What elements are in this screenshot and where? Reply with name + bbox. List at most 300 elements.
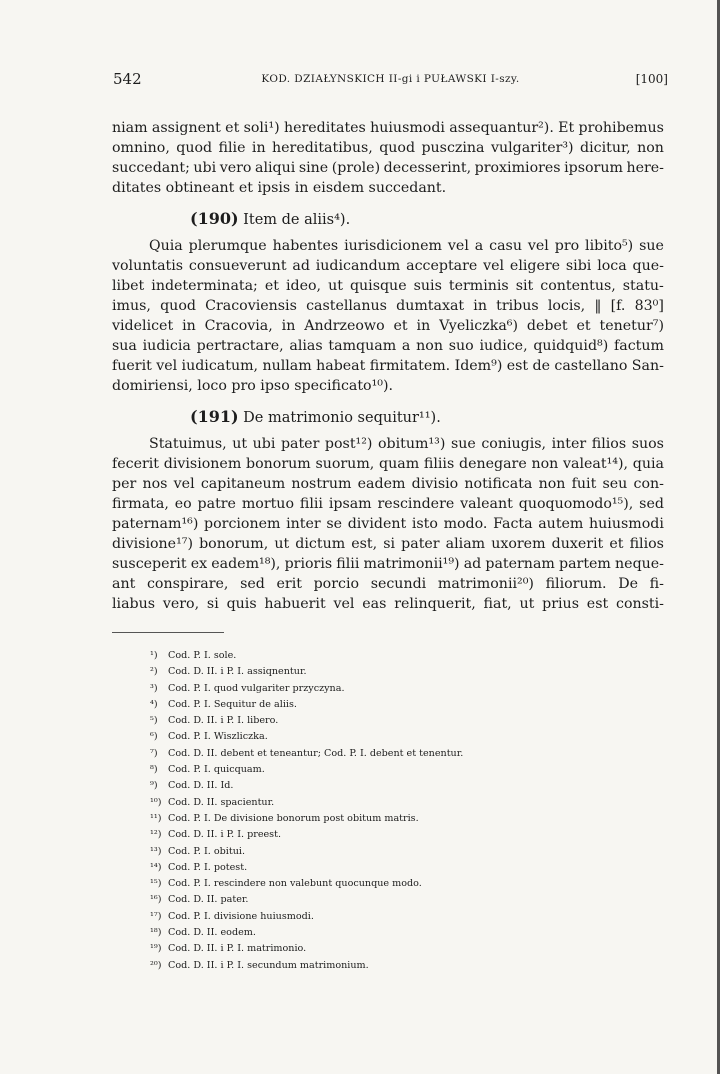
footnote-text: Cod. D. II. i P. I. assiqnentur.	[168, 666, 307, 678]
word: modo.	[443, 516, 488, 532]
word: sed	[240, 576, 265, 592]
word: Andrzeowo	[304, 318, 385, 334]
section-heading-191	[112, 396, 664, 434]
word: denegare	[458, 456, 527, 472]
word: suo	[448, 338, 474, 354]
word: vel	[333, 596, 355, 612]
word: statu-	[622, 278, 664, 294]
word: libito⁵)	[585, 238, 634, 254]
word: paternam	[485, 556, 555, 572]
footnote-text: Cod. P. I. obitui.	[168, 845, 245, 857]
word: San-	[631, 358, 664, 374]
text-line	[112, 296, 664, 316]
line-text: domiriensi, loco pro ipso specificato¹⁰).	[112, 378, 394, 394]
word: in	[473, 298, 487, 314]
section-title: Item de aliis⁴).	[238, 212, 351, 228]
word: (prole)	[331, 160, 381, 176]
text-line	[112, 494, 664, 514]
word: Cracoviensis	[205, 298, 297, 314]
word: ant	[112, 576, 136, 592]
word: ubi	[193, 160, 217, 176]
word: a	[401, 338, 411, 354]
word: indeterminata;	[151, 278, 258, 294]
footnote-text: Cod. P. I. Sequitur de aliis.	[168, 698, 297, 710]
word: se	[326, 516, 343, 532]
footnote-mark: ¹⁹)	[150, 943, 162, 955]
word: non	[538, 476, 566, 492]
word: ideo,	[285, 278, 322, 294]
footnote-text: Cod. D. II. i P. I. secundum matrimonium.	[168, 959, 369, 971]
word: vel	[173, 476, 195, 492]
word: Idem⁹)	[454, 358, 503, 374]
word: si	[383, 536, 396, 552]
footnote-mark: ⁷)	[150, 747, 158, 759]
word: habuerit	[264, 596, 326, 612]
footnote-text: Cod. P. I. potest.	[168, 861, 248, 873]
word: casu	[489, 238, 522, 254]
word: Facta	[493, 516, 533, 532]
word: filii	[336, 556, 360, 572]
word: niam	[112, 120, 148, 136]
footnote-mark: ²⁰)	[150, 959, 162, 971]
footnotes	[150, 648, 463, 974]
word: assequantur²).	[449, 120, 554, 136]
word: paternam¹⁶)	[112, 516, 199, 532]
word: quoquomodo¹⁵),	[518, 496, 634, 512]
running-header	[113, 70, 668, 92]
line-text: ditates obtineant et ipsis in eisdem succedant.	[112, 180, 447, 196]
word: prioris	[284, 556, 333, 572]
footnote-mark: ⁴)	[150, 698, 158, 710]
word: susceperit	[112, 556, 187, 572]
word: tribus	[496, 298, 539, 314]
word: sibi	[565, 258, 592, 274]
footnote-text: Cod. D. II. pater.	[168, 894, 249, 906]
word: quis	[226, 596, 257, 612]
word: eadem	[357, 476, 406, 492]
word: con-	[633, 476, 664, 492]
word: voluntatis	[112, 258, 184, 274]
word: neque-	[615, 556, 664, 572]
word: fuerit	[112, 358, 152, 374]
footnote-mark: ¹)	[150, 650, 158, 661]
word: si	[206, 596, 219, 612]
footnote-text: Cod. D. II. debent et teneantur; Cod. P. I. debent et tenentur.	[168, 747, 464, 759]
word: matrimonii²⁰)	[437, 576, 534, 592]
word: non	[416, 338, 443, 354]
word: Vyeliczka⁶)	[439, 318, 518, 334]
word: post¹²)	[324, 436, 373, 452]
text-line	[112, 118, 664, 138]
section-number: (190)	[190, 209, 239, 228]
word: consueverunt	[188, 258, 287, 274]
footnote-mark: ⁵)	[150, 715, 158, 727]
word: hereditates	[283, 120, 366, 136]
word: in	[416, 318, 431, 334]
footnote	[150, 844, 463, 860]
text-line	[112, 376, 664, 396]
footnote	[150, 892, 463, 908]
word: ex	[190, 556, 208, 572]
word: divisio	[411, 476, 459, 492]
text-line	[112, 356, 664, 376]
page-number: 542	[113, 70, 142, 88]
word: est,	[351, 536, 378, 552]
word: divisione¹⁷)	[112, 536, 193, 552]
word: eas	[362, 596, 387, 612]
word: a	[474, 238, 484, 254]
footnote-text: Cod. D. II. spacientur.	[168, 796, 275, 808]
footnote-mark: ³)	[150, 682, 158, 694]
word: et	[264, 278, 279, 294]
word: patre	[197, 496, 236, 512]
word: vero	[219, 160, 252, 176]
word: vel	[447, 238, 469, 254]
word: proximiores	[474, 160, 561, 176]
footnote-text: Cod. P. I. quod vulgariter przyczyna.	[168, 682, 345, 694]
word: autem	[538, 516, 584, 532]
word: libet	[112, 278, 145, 294]
word: sed	[639, 496, 664, 512]
word: nostrum	[291, 476, 352, 492]
word: porcio	[313, 576, 360, 592]
footnote	[150, 876, 463, 892]
paragraph-section-190	[112, 236, 664, 396]
text-line	[112, 158, 664, 178]
word: vulgariter³)	[490, 140, 574, 156]
word: imus,	[112, 298, 151, 314]
word: assignent	[151, 120, 221, 136]
word: ubi	[252, 436, 276, 452]
footnote	[150, 697, 463, 713]
word: eadem¹⁸),	[211, 556, 281, 572]
footnote-rule	[112, 632, 224, 633]
footnote-mark: ⁹)	[150, 780, 158, 792]
word: quod	[160, 298, 196, 314]
document-number: [100]	[635, 72, 668, 86]
footnote	[150, 713, 463, 729]
footnote	[150, 909, 463, 925]
word: relinquerit,	[394, 596, 476, 612]
word: liabus	[112, 596, 156, 612]
word: quidquid⁸)	[533, 338, 609, 354]
word: omnino,	[112, 140, 170, 156]
footnote-text: Cod. D. II. Id.	[168, 780, 234, 792]
footnote	[150, 762, 463, 778]
word: vero,	[162, 596, 200, 612]
word: dumtaxat	[396, 298, 465, 314]
word: quam	[379, 456, 420, 472]
word: ut	[328, 278, 343, 294]
word: ad	[463, 556, 482, 572]
footnote-text: Cod. P. I. De divisione bonorum post obitum matris.	[168, 812, 419, 824]
word: tamquam	[328, 338, 397, 354]
word: seu	[602, 476, 628, 492]
text-line	[112, 336, 664, 356]
footnote	[150, 941, 463, 957]
word: pusczina	[421, 140, 485, 156]
text-line	[112, 236, 664, 256]
word: sine	[298, 160, 329, 176]
word: et	[225, 120, 240, 136]
word: est	[506, 358, 529, 374]
word: filiorum.	[545, 576, 607, 592]
footnote	[150, 958, 463, 974]
word: consti-	[616, 596, 664, 612]
word: ut	[519, 596, 535, 612]
footnote	[150, 795, 463, 811]
text-line	[112, 454, 664, 474]
word: in	[251, 140, 266, 156]
word: secundi	[370, 576, 427, 592]
word: ipsorum	[564, 160, 623, 176]
word: Quia	[149, 238, 183, 254]
footnote-mark: ¹⁵)	[150, 878, 162, 890]
word: in	[281, 318, 296, 334]
text-line	[112, 276, 664, 296]
word: huiusmodi	[370, 120, 445, 136]
footnote	[150, 664, 463, 680]
footnote-text: Cod. P. I. divisione huiusmodi.	[168, 910, 314, 922]
word: mortuo	[241, 496, 294, 512]
word: factum	[614, 338, 664, 354]
word: de	[532, 358, 551, 374]
running-title: KOD. DZIAŁYNSKICH II-gi i PUŁAWSKI I-szy.	[261, 73, 520, 85]
text-line	[112, 594, 664, 614]
word: sua	[112, 338, 137, 354]
word: iudicia	[142, 338, 191, 354]
word: matrimonii¹⁹)	[363, 556, 460, 572]
word: alias	[289, 338, 323, 354]
word: firmitatem.	[369, 358, 451, 374]
footnote	[150, 648, 463, 664]
word: que-	[632, 258, 664, 274]
word: quisque	[349, 278, 407, 294]
word: divident	[347, 516, 407, 532]
word: pater	[401, 536, 440, 552]
footnote-mark: ¹⁸)	[150, 927, 162, 939]
word: aliqui	[254, 160, 296, 176]
word: castellano	[554, 358, 628, 374]
word: ut	[274, 536, 290, 552]
word: videlicet	[112, 318, 174, 334]
footnote-text: Cod. D. II. i P. I. matrimonio.	[168, 943, 307, 955]
footnote-text: Cod. D. II. i P. I. preest.	[168, 829, 282, 841]
word: dicitur,	[580, 140, 631, 156]
word: inter	[286, 516, 321, 532]
word: nos	[142, 476, 168, 492]
footnote	[150, 729, 463, 745]
word: obitum¹³)	[378, 436, 446, 452]
word: plerumque	[188, 238, 267, 254]
word: quod	[176, 140, 213, 156]
text-line	[112, 574, 664, 594]
word: non	[531, 456, 559, 472]
main-text	[112, 118, 664, 614]
footnote-mark: ⁸)	[150, 764, 158, 776]
text-line	[112, 138, 664, 158]
text-line	[112, 316, 664, 336]
word: notificata	[464, 476, 533, 492]
word: iudicandum	[315, 258, 401, 274]
footnote	[150, 681, 463, 697]
word: filii	[299, 496, 323, 512]
word: [f.	[610, 298, 626, 314]
word: fecerit	[112, 456, 160, 472]
word: suos	[631, 436, 664, 452]
text-line	[112, 514, 664, 534]
word: partem	[559, 556, 611, 572]
word: debet	[526, 318, 568, 334]
word: filie	[218, 140, 246, 156]
word: isto	[411, 516, 438, 532]
word: sue	[639, 238, 664, 254]
word: bonorum	[246, 456, 311, 472]
footnote	[150, 827, 463, 843]
word: valeant	[460, 496, 513, 512]
footnote	[150, 746, 463, 762]
word: et	[393, 318, 408, 334]
word: iudicatum,	[181, 358, 259, 374]
word: Statuimus,	[149, 436, 227, 452]
word: vel	[156, 358, 178, 374]
word: est	[586, 596, 609, 612]
word: eligere	[509, 258, 561, 274]
footnote	[150, 860, 463, 876]
word: et	[609, 536, 624, 552]
word: fi-	[649, 576, 664, 592]
text-line	[112, 256, 664, 276]
word: huiusmodi	[589, 516, 664, 532]
word: here-	[626, 160, 664, 176]
word: eo	[174, 496, 192, 512]
word: pertractare,	[196, 338, 284, 354]
word: filiis	[423, 456, 455, 472]
section-title: De matrimonio sequitur¹¹).	[238, 410, 441, 426]
word: sue	[450, 436, 476, 452]
word: firmata,	[112, 496, 169, 512]
word: ad	[292, 258, 310, 274]
word: suorum,	[315, 456, 375, 472]
word: loca	[597, 258, 627, 274]
text-line	[112, 474, 664, 494]
word: conspirare,	[146, 576, 229, 592]
word: fuit	[571, 476, 597, 492]
word: bonorum,	[199, 536, 269, 552]
footnote-text: Cod. P. I. Wiszliczka.	[168, 731, 268, 743]
word: filios	[629, 536, 664, 552]
word: inter	[551, 436, 587, 452]
word: dictum	[295, 536, 346, 552]
word: vel	[483, 258, 505, 274]
word: hereditatibus,	[272, 140, 373, 156]
word: rescindere	[377, 496, 455, 512]
word: divisionem	[163, 456, 242, 472]
word: in	[182, 318, 196, 334]
word: sit	[515, 278, 534, 294]
word: porcionem	[204, 516, 281, 532]
word: prius	[542, 596, 579, 612]
footnote-mark: ²)	[150, 666, 158, 678]
word: contentus,	[540, 278, 616, 294]
word: tenetur⁷)	[599, 318, 664, 334]
word: duxerit	[551, 536, 604, 552]
word: per	[112, 476, 137, 492]
word: castellanus	[306, 298, 387, 314]
word: non	[637, 140, 664, 156]
paragraph-section-191	[112, 434, 664, 614]
word: prohibemus	[578, 120, 664, 136]
word: quia	[632, 456, 664, 472]
word: ipsam	[328, 496, 372, 512]
text-line	[112, 534, 664, 554]
footnote-text: Cod. P. I. rescindere non valebunt quocunque modo.	[168, 878, 422, 890]
word: filios	[591, 436, 627, 452]
word: aliam	[445, 536, 486, 552]
word: terminis	[448, 278, 509, 294]
word: habentes	[272, 238, 339, 254]
word: coniugis,	[481, 436, 547, 452]
footnote-mark: ¹³)	[150, 845, 162, 857]
word: De	[618, 576, 638, 592]
word: erit	[276, 576, 302, 592]
word: ‖	[594, 298, 602, 314]
footnote-mark: ¹⁶)	[150, 894, 162, 906]
section-number: (191)	[190, 407, 239, 426]
word: et	[576, 318, 591, 334]
footnote	[150, 811, 463, 827]
word: iudice,	[479, 338, 528, 354]
word: iurisdicionem	[344, 238, 442, 254]
word: suis	[413, 278, 442, 294]
section-heading-190	[112, 198, 664, 236]
word: decesserint,	[383, 160, 472, 176]
footnote-text: Cod. D. II. eodem.	[168, 927, 256, 939]
word: quod	[379, 140, 416, 156]
word: locis,	[547, 298, 586, 314]
text-line	[112, 434, 664, 454]
footnote-text: Cod. P. I. sole.	[168, 650, 237, 661]
text-line	[112, 554, 664, 574]
word: valeat¹⁴),	[563, 456, 629, 472]
word: capitaneum	[200, 476, 286, 492]
word: succedant;	[112, 160, 190, 176]
footnote	[150, 925, 463, 941]
word: vel	[527, 238, 549, 254]
word: nullam	[262, 358, 312, 374]
footnote-mark: ¹²)	[150, 829, 162, 841]
footnote-mark: ¹⁷)	[150, 910, 162, 922]
paragraph-continuation	[112, 118, 664, 198]
footnote-mark: ¹⁰)	[150, 796, 162, 808]
footnote	[150, 778, 463, 794]
footnote-mark: ¹⁴)	[150, 861, 162, 873]
word: 83⁰]	[634, 298, 664, 314]
word: pro	[554, 238, 580, 254]
word: uxorem	[491, 536, 546, 552]
text-line	[112, 178, 664, 198]
word: fiat,	[483, 596, 512, 612]
word: Cracovia,	[204, 318, 273, 334]
word: acceptare	[406, 258, 478, 274]
word: habeat	[316, 358, 366, 374]
word: pater	[280, 436, 320, 452]
footnote-text: Cod. P. I. quicquam.	[168, 764, 265, 776]
footnote-mark: ⁶)	[150, 731, 158, 743]
word: soli¹)	[243, 120, 280, 136]
footnote-mark: ¹¹)	[150, 812, 162, 824]
footnote-text: Cod. D. II. i P. I. libero.	[168, 715, 279, 727]
